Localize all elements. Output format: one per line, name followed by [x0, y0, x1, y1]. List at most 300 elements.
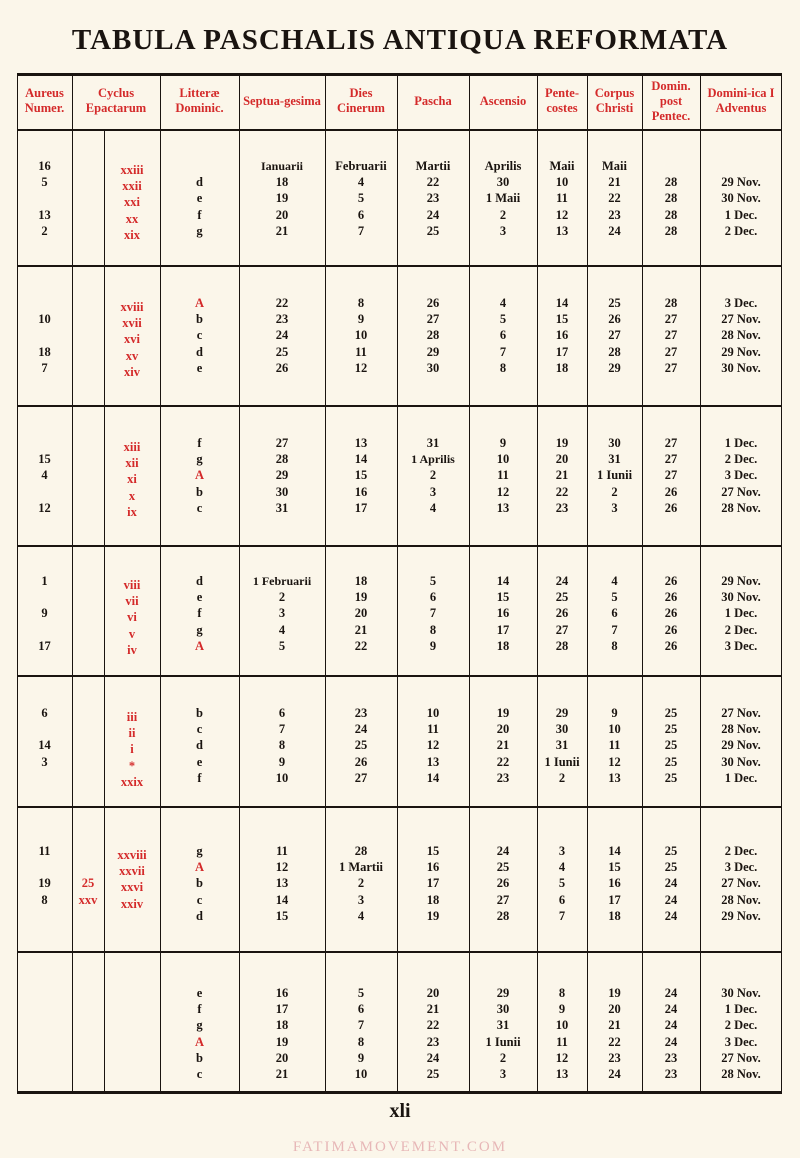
cell-pentecostes: 8: [558, 986, 566, 1000]
cell-pentecostes: 7: [558, 908, 566, 923]
cell-ascensio: 6: [499, 328, 507, 343]
cell-pascha: 11: [427, 722, 439, 737]
cell-dominicae-post-pentecosten: 28: [664, 296, 678, 310]
cell-littera-dominicalis: A: [194, 296, 205, 310]
cell-ascensio: Aprilis: [484, 159, 522, 173]
cell-dies-cinerum: 8: [357, 296, 365, 310]
cell-pentecostes: 29: [555, 706, 569, 720]
cell-dies-cinerum: 9: [357, 312, 365, 327]
cell-septuagesima: 9: [278, 754, 286, 769]
cell-aureus-numerus: 8: [41, 892, 48, 907]
cell-pascha: 19: [426, 908, 440, 923]
cell-corpus-christi: 17: [608, 892, 621, 907]
cell-dominica-adventus: 3 Dec.: [724, 638, 758, 653]
cell-pentecostes: 20: [555, 452, 569, 467]
cell-littera-dominicalis: g: [196, 452, 203, 467]
cell-ascensio: 2: [499, 1050, 507, 1065]
cell-dominicae-post-pentecosten: 25: [664, 860, 678, 875]
cell-dominicae-post-pentecosten: 24: [664, 876, 678, 891]
cell-littera-dominicalis: e: [196, 986, 203, 1000]
cell-septuagesima: 6: [278, 706, 286, 720]
cell-aureus-numerus: 2: [41, 223, 48, 238]
cell-dominica-adventus: 1 Dec.: [724, 770, 758, 785]
cell-dies-cinerum: 8: [357, 1034, 365, 1049]
cell-dies-cinerum: 24: [354, 722, 368, 737]
cell-dies-cinerum: 5: [357, 986, 365, 1000]
cell-epact: vi: [127, 610, 137, 625]
cell-dies-cinerum: 4: [357, 908, 365, 923]
cell-epact: xi: [127, 472, 137, 487]
cell-septuagesima: 30: [275, 484, 289, 499]
cell-dominica-adventus: 29 Nov.: [721, 344, 761, 359]
cell-aureus-numerus: 4: [41, 468, 48, 483]
cell-pentecostes: 4: [558, 860, 566, 875]
cell-dies-cinerum: 2: [357, 876, 365, 891]
cell-dominicae-post-pentecosten: 25: [664, 844, 678, 858]
cell-dominica-adventus: 2 Dec.: [724, 844, 758, 858]
cell-septuagesima: 20: [275, 1050, 289, 1065]
cell-dominicae-post-pentecosten: 27: [664, 344, 678, 359]
cell-corpus-christi: 19: [608, 986, 621, 1000]
cell-dominicae-post-pentecosten: 24: [664, 986, 678, 1000]
cell-aureus-numerus: 12: [38, 500, 51, 515]
cell-epact: xiii: [123, 440, 141, 454]
cell-pascha: 23: [426, 1034, 440, 1049]
cell-septuagesima: 26: [275, 360, 289, 375]
cell-pentecostes: 5: [558, 876, 566, 891]
cell-ascensio: 3: [499, 1067, 507, 1081]
cell-septuagesima: 7: [278, 722, 286, 737]
cell-ascensio: 23: [496, 770, 510, 785]
cell-corpus-christi: 2: [611, 484, 618, 499]
header-pascha: Pascha: [414, 93, 452, 108]
cell-dominicae-post-pentecosten: 28: [664, 207, 678, 222]
cell-pascha: 10: [426, 706, 440, 720]
table-rule: [17, 1091, 782, 1094]
cell-epact: xix: [124, 227, 140, 242]
cell-pentecostes: 3: [558, 844, 566, 858]
cell-corpus-christi: 10: [608, 722, 621, 737]
cell-dominica-adventus: 30 Nov.: [721, 590, 761, 605]
cell-pentecostes: 26: [555, 606, 569, 621]
cell-dies-cinerum: 3: [357, 892, 365, 907]
cell-ascensio: 24: [496, 844, 510, 858]
cell-ascensio: 19: [496, 706, 510, 720]
cell-aureus-numerus: 16: [38, 159, 51, 173]
cell-epact: xx: [125, 211, 139, 226]
cell-aureus-numerus: 18: [38, 344, 51, 359]
table-rule: [17, 806, 782, 808]
cell-dies-cinerum: 14: [354, 452, 368, 467]
cell-pascha: 22: [426, 1018, 440, 1033]
cell-corpus-christi: 20: [608, 1002, 621, 1017]
cell-dominica-adventus: 30 Nov.: [721, 360, 761, 375]
cell-pascha: 21: [426, 1002, 440, 1017]
cell-pentecostes: 24: [555, 574, 569, 588]
cell-pascha: 3: [429, 484, 437, 499]
cell-littera-dominicalis: d: [196, 738, 203, 753]
cell-corpus-christi: 7: [611, 622, 618, 637]
cell-dominicae-post-pentecosten: 25: [664, 706, 678, 720]
cell-littera-dominicalis: e: [196, 360, 203, 375]
cell-littera-dominicalis: c: [196, 1067, 203, 1081]
cell-septuagesima: 18: [275, 1018, 289, 1033]
cell-littera-dominicalis: f: [197, 207, 202, 222]
cell-littera-dominicalis: f: [197, 436, 202, 450]
cell-dominicae-post-pentecosten: 25: [664, 770, 678, 785]
cell-corpus-christi: 3: [611, 500, 618, 515]
cell-ascensio: 1 Iunii: [485, 1034, 521, 1049]
page-title: TABULA PASCHALIS ANTIQUA REFORMATA: [71, 24, 729, 56]
cell-aureus-numerus: 10: [38, 312, 51, 327]
cell-littera-dominicalis: b: [196, 876, 203, 891]
cell-pascha: Martii: [415, 159, 451, 173]
cell-ascensio: 9: [499, 436, 507, 450]
cell-dominica-adventus: 28 Nov.: [721, 892, 761, 907]
cell-pentecostes: 25: [555, 590, 569, 605]
cell-dies-cinerum: 5: [357, 191, 365, 206]
cell-ascensio: 12: [496, 484, 510, 499]
cell-septuagesima: 28: [275, 452, 289, 467]
header-pentecostes: Pente-costes: [544, 86, 579, 115]
cell-corpus-christi: 1 Iunii: [596, 468, 633, 483]
cell-corpus-christi: 27: [608, 328, 621, 343]
cell-ascensio: 28: [496, 908, 510, 923]
cell-dominica-adventus: 28 Nov.: [721, 328, 761, 343]
cell-pentecostes: 17: [555, 344, 569, 359]
cell-aureus-numerus: 1: [41, 574, 48, 588]
cell-littera-dominicalis: d: [196, 344, 203, 359]
cell-septuagesima: 22: [275, 296, 289, 310]
cell-epact: xxiii: [120, 163, 144, 177]
cell-dies-cinerum: 18: [354, 574, 368, 588]
cell-pentecostes: 12: [555, 1050, 569, 1065]
cell-pentecostes: 11: [556, 1034, 568, 1049]
cell-ascensio: 15: [496, 590, 510, 605]
cell-dominica-adventus: 30 Nov.: [721, 986, 761, 1000]
header-litterae-dominicales: Litteræ Dominic.: [175, 86, 224, 115]
cell-epact: xvii: [122, 316, 142, 331]
cell-septuagesima: 3: [278, 606, 286, 621]
cell-dominicae-post-pentecosten: 25: [664, 738, 678, 753]
cell-dominicae-post-pentecosten: 27: [664, 436, 678, 450]
cell-dominicae-post-pentecosten: 27: [664, 452, 678, 467]
cell-epact: viii: [123, 578, 141, 592]
cell-epact: xvi: [124, 332, 140, 347]
cell-dominicae-post-pentecosten: 27: [664, 468, 678, 483]
cell-littera-dominicalis: c: [196, 722, 203, 737]
cell-epact: i: [130, 742, 134, 757]
cell-dominica-adventus: 1 Dec.: [724, 1002, 758, 1017]
table-rule: [17, 265, 782, 267]
cell-septuagesima: 12: [275, 860, 289, 875]
cell-septuagesima: 24: [275, 328, 289, 343]
header-cyclus-epactarum: Cyclus Epactarum: [85, 86, 147, 115]
cell-dominica-adventus: 27 Nov.: [721, 312, 761, 327]
cell-pascha: 5: [429, 574, 437, 588]
page-number: xli: [389, 1100, 411, 1122]
cell-dominicae-post-pentecosten: 27: [664, 360, 678, 375]
cell-pascha: 25: [426, 1067, 440, 1081]
cell-dies-cinerum: 28: [354, 844, 368, 858]
cell-corpus-christi: 18: [608, 908, 621, 923]
cell-dominica-adventus: 2 Dec.: [724, 452, 758, 467]
cell-ascensio: 22: [496, 754, 510, 769]
cell-littera-dominicalis: g: [196, 622, 203, 637]
cell-dominicae-post-pentecosten: 24: [664, 1002, 678, 1017]
cell-aureus-numerus: 11: [38, 844, 51, 858]
cell-septuagesima: 19: [275, 191, 289, 206]
cell-corpus-christi: 8: [611, 638, 618, 653]
table-rule: [17, 405, 782, 407]
cell-epact: xxiv: [120, 896, 144, 911]
cell-pascha: 18: [426, 892, 440, 907]
cell-pascha: 24: [426, 207, 440, 222]
cell-dominicae-post-pentecosten: 25: [664, 754, 678, 769]
cell-dies-cinerum: 10: [354, 328, 368, 343]
cell-ascensio: 31: [496, 1018, 510, 1033]
cell-littera-dominicalis: c: [196, 328, 203, 343]
cell-dominicae-post-pentecosten: 26: [664, 622, 678, 637]
cell-ascensio: 14: [496, 574, 510, 588]
cell-epact: xv: [125, 348, 139, 363]
cell-corpus-christi: 5: [611, 590, 618, 605]
cell-dies-cinerum: 25: [354, 738, 368, 753]
cell-pascha: 6: [429, 590, 437, 605]
header-dominicae-post-pentecosten: Domin. post Pentec.: [651, 78, 691, 123]
cell-pascha: 22: [426, 175, 440, 190]
cell-epact: xxviii: [117, 848, 147, 862]
cell-dies-cinerum: 17: [354, 500, 368, 515]
cell-septuagesima: 10: [275, 770, 289, 785]
cell-dominica-adventus: 1 Dec.: [724, 207, 758, 222]
cell-septuagesima: 20: [275, 207, 289, 222]
cell-ascensio: 4: [499, 296, 507, 310]
cell-pascha: 28: [426, 328, 440, 343]
table-rule: [17, 951, 782, 953]
cell-septuagesima: 31: [275, 500, 289, 515]
cell-dominica-adventus: 1 Dec.: [724, 436, 758, 450]
cell-pascha: 15: [426, 844, 440, 858]
cell-dies-cinerum: 26: [354, 754, 368, 769]
cell-littera-dominicalis: b: [196, 484, 203, 499]
cell-ascensio: 20: [496, 722, 510, 737]
cell-littera-dominicalis: b: [196, 706, 203, 720]
header-aureus-numerus: Aureus Numer.: [24, 86, 65, 115]
cell-corpus-christi: 9: [611, 706, 618, 720]
cell-septuagesima: 17: [275, 1002, 289, 1017]
cell-pentecostes: 27: [555, 622, 569, 637]
cell-dominica-adventus: 3 Dec.: [724, 468, 758, 483]
cell-epact: x: [128, 488, 136, 503]
cell-pascha: 7: [429, 606, 437, 621]
cell-dominicae-post-pentecosten: 28: [664, 223, 678, 238]
cell-dies-cinerum: 13: [354, 436, 368, 450]
cell-corpus-christi: 6: [611, 606, 618, 621]
cell-epact: xii: [125, 456, 139, 471]
cell-pentecostes: 10: [555, 175, 569, 190]
cell-pentecostes: 9: [558, 1002, 566, 1017]
cell-dies-cinerum: 12: [354, 360, 368, 375]
cell-aureus-numerus: 15: [38, 452, 51, 467]
cell-pentecostes: 10: [555, 1018, 569, 1033]
cell-aureus-numerus: 13: [38, 207, 51, 222]
cell-dies-cinerum: 4: [357, 175, 365, 190]
cell-dies-cinerum: 11: [355, 344, 367, 359]
cell-littera-dominicalis: f: [197, 770, 202, 785]
cell-aureus-numerus: 14: [38, 738, 51, 753]
cell-corpus-christi: 12: [608, 754, 621, 769]
cell-corpus-christi: 23: [608, 207, 621, 222]
cell-ascensio: 13: [496, 500, 510, 515]
cell-ascensio: 11: [497, 468, 509, 483]
cell-ascensio: 2: [499, 207, 507, 222]
cell-littera-dominicalis: e: [196, 590, 203, 605]
cell-septuagesima: 27: [275, 436, 289, 450]
watermark: FATIMAMOVEMENT.COM: [292, 1139, 508, 1155]
cell-littera-dominicalis: f: [197, 606, 202, 621]
cell-littera-dominicalis: b: [196, 312, 203, 327]
cell-littera-dominicalis: A: [194, 1034, 205, 1049]
cell-epact: ii: [128, 726, 136, 741]
paschal-table: [17, 73, 782, 1093]
cell-dominica-adventus: 28 Nov.: [721, 722, 761, 737]
cell-pascha: 14: [426, 770, 440, 785]
cell-pascha: 26: [426, 296, 440, 310]
cell-pascha: 25: [426, 223, 440, 238]
cell-septuagesima: 14: [275, 892, 289, 907]
cell-ascensio: 18: [496, 638, 510, 653]
cell-pascha: 1 Aprilis: [411, 452, 455, 467]
cell-ascensio: 29: [496, 986, 510, 1000]
cell-dominica-adventus: 29 Nov.: [721, 574, 761, 588]
cell-ascensio: 30: [496, 175, 510, 190]
cell-pascha: 12: [426, 738, 440, 753]
cell-epact: *: [128, 758, 136, 773]
cell-pascha: 13: [426, 754, 440, 769]
cell-dies-cinerum: 19: [354, 590, 368, 605]
header-corpus-christi: Corpus Christi: [594, 86, 635, 115]
cell-corpus-christi: 23: [608, 1050, 621, 1065]
cell-epact-extra: xxv: [78, 892, 98, 907]
cell-littera-dominicalis: g: [196, 844, 203, 858]
cell-corpus-christi: 21: [608, 1018, 621, 1033]
cell-dominicae-post-pentecosten: 26: [664, 484, 678, 499]
cell-corpus-christi: 24: [608, 223, 621, 238]
cell-aureus-numerus: 19: [38, 876, 51, 891]
cell-pascha: 29: [426, 344, 440, 359]
table-rule: [17, 675, 782, 677]
cell-pentecostes: Maii: [549, 159, 575, 173]
cell-dies-cinerum: 10: [354, 1067, 368, 1081]
cell-dominicae-post-pentecosten: 26: [664, 500, 678, 515]
cell-dominica-adventus: 29 Nov.: [721, 738, 761, 753]
cell-ascensio: 25: [496, 860, 510, 875]
cell-dies-cinerum: 6: [357, 1002, 365, 1017]
cell-dominicae-post-pentecosten: 25: [664, 722, 678, 737]
table-rule: [17, 129, 782, 131]
header-ascensio: Ascensio: [479, 93, 527, 108]
cell-ascensio: 26: [496, 876, 510, 891]
cell-corpus-christi: 11: [608, 738, 621, 753]
cell-pentecostes: 22: [555, 484, 569, 499]
header-dominica-adventus: Domini-ica I Adventus: [707, 86, 775, 115]
cell-dies-cinerum: 21: [354, 622, 368, 637]
column-rule: [72, 73, 73, 1093]
cell-pentecostes: 18: [555, 360, 569, 375]
cell-epact: xxix: [120, 774, 144, 789]
cell-littera-dominicalis: g: [196, 223, 203, 238]
cell-pentecostes: 15: [555, 312, 569, 327]
cell-littera-dominicalis: f: [197, 1002, 202, 1017]
cell-corpus-christi: 26: [608, 312, 621, 327]
cell-littera-dominicalis: A: [194, 638, 205, 653]
cell-littera-dominicalis: d: [196, 908, 203, 923]
cell-dominica-adventus: 27 Nov.: [721, 876, 761, 891]
cell-septuagesima: 21: [275, 223, 289, 238]
cell-corpus-christi: 24: [608, 1067, 621, 1081]
cell-epact: iii: [126, 710, 138, 724]
cell-dominica-adventus: 1 Dec.: [724, 606, 758, 621]
cell-littera-dominicalis: d: [196, 175, 203, 190]
cell-pentecostes: 13: [555, 1067, 569, 1081]
header-septuagesima: Septua-gesima: [243, 93, 321, 108]
cell-dies-cinerum: Februarii: [335, 159, 387, 173]
cell-septuagesima: 8: [278, 738, 286, 753]
cell-corpus-christi: 28: [608, 344, 621, 359]
cell-dominicae-post-pentecosten: 27: [664, 328, 678, 343]
cell-pascha: 20: [426, 986, 440, 1000]
cell-pentecostes: 30: [555, 722, 569, 737]
cell-corpus-christi: 15: [608, 860, 621, 875]
cell-ascensio: 21: [496, 738, 510, 753]
cell-epact: xxvii: [119, 864, 145, 879]
cell-dominica-adventus: 29 Nov.: [721, 908, 761, 923]
cell-aureus-numerus: 6: [41, 706, 48, 720]
cell-septuagesima: 13: [275, 876, 289, 891]
cell-dominicae-post-pentecosten: 27: [664, 312, 678, 327]
cell-septuagesima: Ianuarii: [260, 159, 303, 173]
cell-littera-dominicalis: g: [196, 1018, 203, 1033]
cell-dominica-adventus: 3 Dec.: [724, 296, 758, 310]
cell-septuagesima: 4: [278, 622, 286, 637]
cell-littera-dominicalis: A: [194, 468, 205, 483]
cell-aureus-numerus: 3: [41, 754, 48, 769]
cell-dominicae-post-pentecosten: 23: [664, 1050, 678, 1065]
cell-epact: xxii: [122, 179, 142, 194]
cell-dominicae-post-pentecosten: 28: [664, 191, 678, 206]
cell-ascensio: 17: [496, 622, 510, 637]
cell-ascensio: 7: [499, 344, 507, 359]
cell-dominicae-post-pentecosten: 26: [664, 574, 678, 588]
cell-dies-cinerum: 6: [357, 207, 365, 222]
cell-pascha: 30: [426, 360, 440, 375]
cell-septuagesima: 19: [275, 1034, 289, 1049]
cell-littera-dominicalis: d: [196, 574, 203, 588]
cell-ascensio: 30: [496, 1002, 510, 1017]
cell-pascha: 9: [429, 638, 437, 653]
cell-aureus-numerus: 9: [41, 606, 48, 621]
cell-aureus-numerus: 5: [41, 175, 48, 190]
cell-dies-cinerum: 7: [357, 223, 365, 238]
header-dies-cinerum: Dies Cinerum: [337, 86, 385, 115]
cell-corpus-christi: 31: [608, 452, 621, 467]
cell-corpus-christi: 22: [608, 191, 621, 206]
cell-epact: xxi: [124, 195, 140, 210]
cell-pentecostes: 23: [555, 500, 569, 515]
cell-ascensio: 1 Maii: [485, 191, 521, 206]
cell-dies-cinerum: 23: [354, 706, 368, 720]
